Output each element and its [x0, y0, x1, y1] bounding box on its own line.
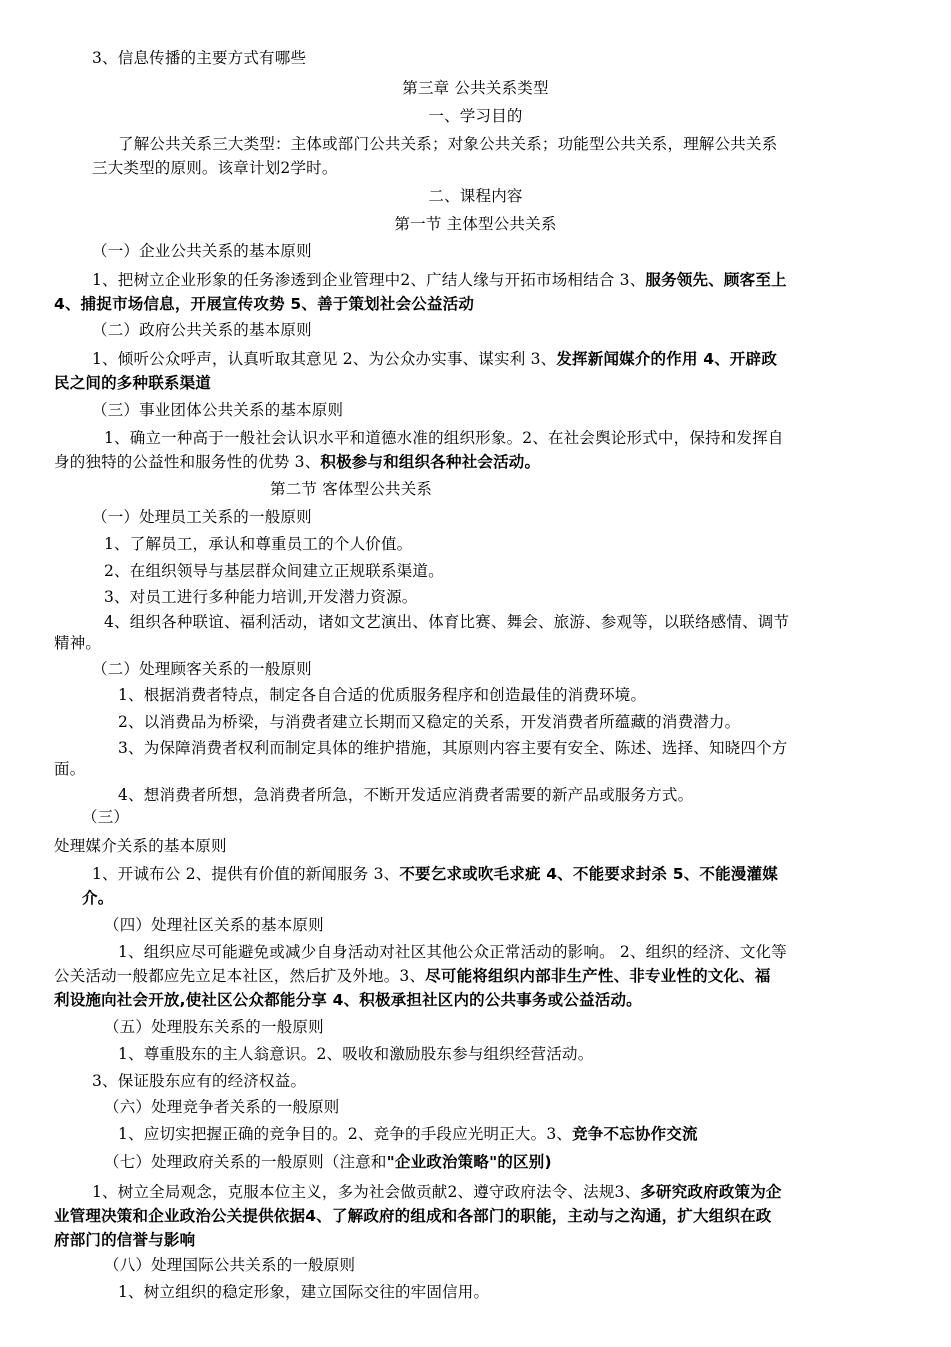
paragraph-line: 3、保证股东应有的经济权益。: [92, 1072, 307, 1090]
paragraph-line: 介。: [82, 889, 114, 907]
item-heading: （四）处理社区关系的基本原则: [104, 916, 324, 934]
paragraph-line: 利设施向社会开放,使社区公众都能分享 4、积极承担社区内的公共事务或公益活动。: [54, 991, 642, 1009]
paragraph-line: 4、想消费者所想，急消费者所急，不断开发适应消费者需要的新产品或服务方式。: [118, 786, 694, 804]
item-heading: （八）处理国际公共关系的一般原则: [104, 1256, 356, 1274]
paragraph-line: 1、树立组织的稳定形象，建立国际交往的牢固信用。: [118, 1283, 490, 1301]
paragraph-line: 3、为保障消费者权利而制定具体的维护措施，其原则内容主要有安全、陈述、选择、知晓四个方: [118, 739, 788, 757]
paragraph-line: 4、捕捉市场信息，开展宣传攻势 5、善于策划社会公益活动: [54, 295, 475, 313]
paragraph-line: 三大类型的原则。该章计划2学时。: [92, 159, 338, 177]
item-heading: （七）处理政府关系的一般原则（注意和"企业政治策略"的区别): [104, 1153, 552, 1171]
paragraph-line: 1、倾听公众呼声，认真听取其意见 2、为公众办实事、谋实利 3、发挥新闻媒介的作用 4、开辟政: [92, 350, 778, 368]
subsection-heading: 第二节 客体型公共关系: [270, 480, 433, 498]
paragraph-line: 1、树立全局观念，克服本位主义，多为社会做贡献2、遵守政府法令、法规3、多研究政府政策为企: [92, 1183, 782, 1201]
item-heading: （二）政府公共关系的基本原则: [92, 321, 312, 339]
paragraph-line: 1、确立一种高于一般社会认识水平和道德水准的组织形象。2、在社会舆论形式中，保持和发挥自: [104, 429, 784, 447]
item-heading: 处理媒介关系的基本原则: [54, 837, 227, 855]
item-heading: （五）处理股东关系的一般原则: [104, 1018, 324, 1036]
paragraph-line: 2、以消费品为桥梁，与消费者建立长期而又稳定的关系，开发消费者所蕴藏的消费潜力。: [118, 713, 741, 731]
item-heading: （一）企业公共关系的基本原则: [92, 242, 312, 260]
item-heading: （三）: [82, 808, 130, 826]
paragraph-line: 业管理决策和企业政治公关提供依据4、了解政府的组成和各部门的职能，主动与之沟通，扩大组织在政: [54, 1207, 772, 1225]
paragraph-line: 面。: [54, 760, 86, 778]
item-heading: （六）处理竞争者关系的一般原则: [104, 1098, 340, 1116]
paragraph-line: 精神。: [54, 634, 102, 652]
paragraph-line: 4、组织各种联谊、福利活动，诸如文艺演出、体育比赛、舞会、旅游、参观等，以联络感情、调节: [104, 613, 790, 631]
subsection-heading: 第一节 主体型公共关系: [394, 215, 557, 233]
paragraph-line: 1、了解员工，承认和尊重员工的个人价值。: [104, 535, 413, 553]
paragraph-line: 1、应切实把握正确的竞争目的。2、竞争的手段应光明正大。3、竞争不忘协作交流: [118, 1125, 698, 1143]
paragraph-line: 1、尊重股东的主人翁意识。2、吸收和激励股东参与组织经营活动。: [118, 1045, 594, 1063]
item-heading: （二）处理顾客关系的一般原则: [92, 660, 312, 678]
paragraph-line: 公关活动一般都应先立足本社区，然后扩及外地。3、尽可能将组织内部非生产性、非专业性的文化、福: [54, 967, 771, 985]
list-item-question: 3、信息传播的主要方式有哪些: [92, 49, 307, 67]
paragraph-line: 1、组织应尽可能避免或减少自身活动对社区其他公众正常活动的影响。 2、组织的经济、文化等: [118, 943, 787, 961]
chapter-title: 第三章 公共关系类型: [402, 79, 549, 97]
paragraph-line: 身的独特的公益性和服务性的优势 3、积极参与和组织各种社会活动。: [54, 453, 541, 471]
section-heading: 二、课程内容: [428, 187, 523, 205]
section-heading: 一、学习目的: [428, 107, 523, 125]
paragraph-line: 民之间的多种联系渠道: [54, 374, 212, 392]
item-heading: （一）处理员工关系的一般原则: [92, 508, 312, 526]
paragraph-line: 府部门的信誉与影响: [54, 1231, 196, 1249]
item-heading: （三）事业团体公共关系的基本原则: [92, 401, 344, 419]
paragraph-line: 1、开诚布公 2、提供有价值的新闻服务 3、不要乞求或吹毛求疵 4、不能要求封杀 5、不能漫灌媒: [92, 865, 778, 883]
paragraph-line: 1、根据消费者特点，制定各自合适的优质服务程序和创造最佳的消费环境。: [118, 686, 647, 704]
paragraph-line: 3、对员工进行多种能力培训,开发潜力资源。: [104, 588, 418, 606]
paragraph-line: 1、把树立企业形象的任务渗透到企业管理中2、广结人缘与开拓市场相结合 3、服务领先、顾客至上: [92, 271, 787, 289]
paragraph-line: 了解公共关系三大类型：主体或部门公共关系；对象公共关系；功能型公共关系，理解公共关系: [118, 135, 778, 153]
paragraph-line: 2、在组织领导与基层群众间建立正规联系渠道。: [104, 562, 444, 580]
